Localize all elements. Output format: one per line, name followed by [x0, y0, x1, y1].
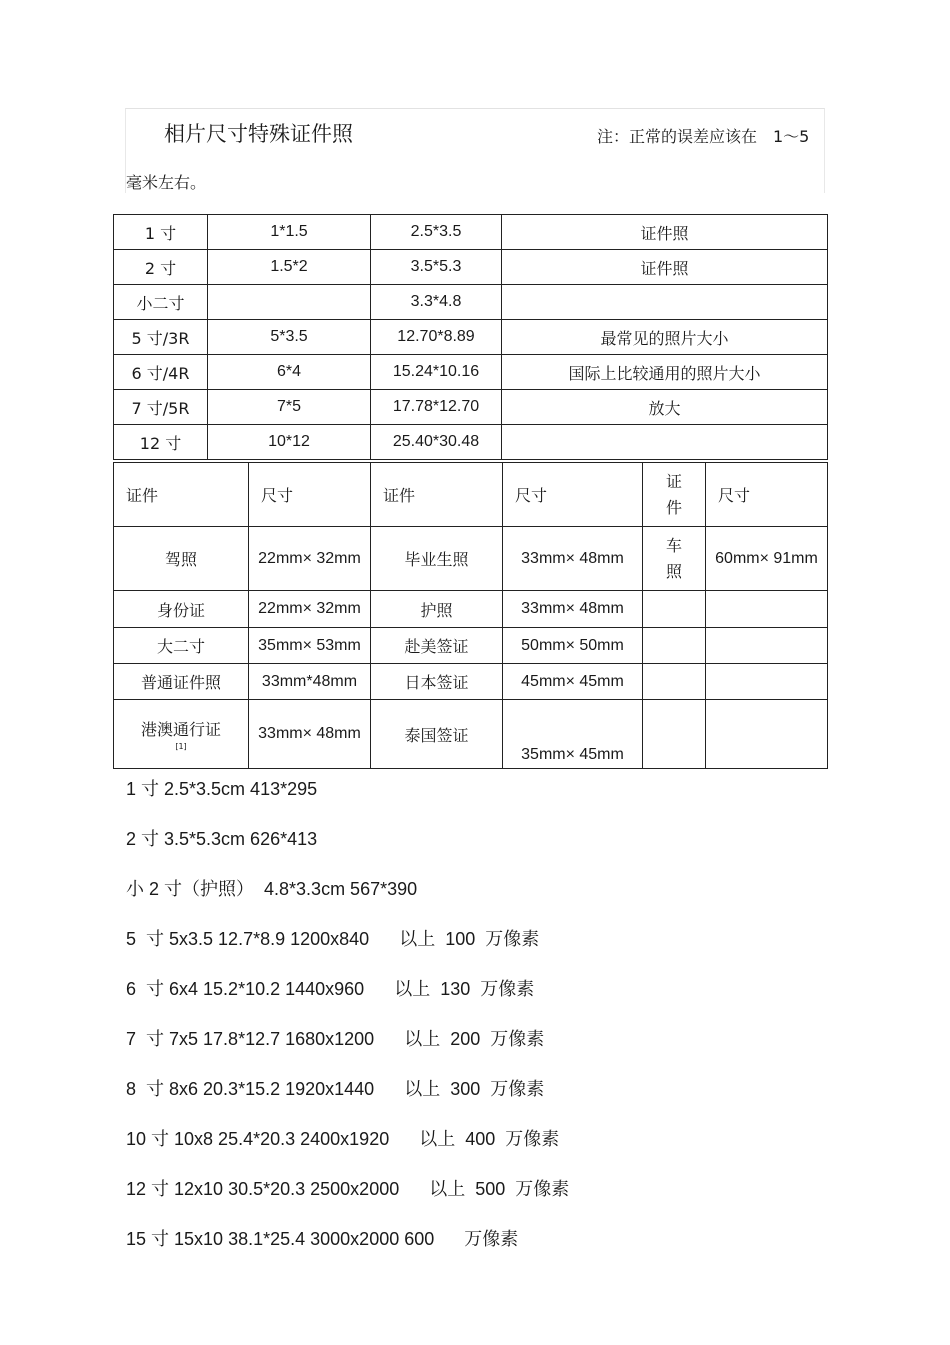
table-cell: 33mm× 48mm: [503, 527, 643, 591]
table-row: [114, 591, 828, 628]
table-cell: 60mm× 91mm: [706, 527, 828, 591]
table-cell: 放大: [502, 390, 828, 425]
size-line: 12 寸 12x10 30.5*20.3 2500x2000 以上 500 万像素: [126, 1179, 570, 1199]
size-line: 7 寸 7x5 17.8*12.7 1680x1200 以上 200 万像素: [126, 1029, 545, 1049]
table-cell: 大二寸: [114, 628, 249, 664]
photo-size-table: [113, 214, 828, 460]
table-cell: 22mm× 32mm: [249, 591, 371, 628]
table-cell: 赴美签证: [371, 628, 503, 664]
table-row: [114, 320, 828, 355]
size-line: 6 寸 6x4 15.2*10.2 1440x960 以上 130 万像素: [126, 979, 535, 999]
size-line: 5 寸 5x3.5 12.7*8.9 1200x840 以上 100 万像素: [126, 929, 540, 949]
table-cell: [643, 628, 706, 664]
table-row: [114, 215, 828, 250]
table-cell: 日本签证: [371, 664, 503, 700]
table-cell: 1.5*2: [208, 250, 371, 285]
column-header: 尺寸: [706, 463, 828, 527]
table-cell: [502, 425, 828, 460]
size-line: 2 寸 3.5*5.3cm 626*413: [126, 829, 318, 849]
column-header: 证件: [114, 463, 249, 527]
size-line: 10 寸 10x8 25.4*20.3 2400x1920 以上 400 万像素: [126, 1129, 560, 1149]
table-cell: 2 寸: [114, 250, 208, 285]
table-cell: [114, 700, 249, 769]
table-cell: [643, 664, 706, 700]
table-row: [114, 664, 828, 700]
table-cell: [643, 700, 706, 769]
table-cell: 50mm× 50mm: [503, 628, 643, 664]
table-cell: [502, 285, 828, 320]
footnote-mark: [1]: [175, 742, 187, 751]
column-header: 证 件: [643, 463, 706, 527]
table-cell: 国际上比较通用的照片大小: [502, 355, 828, 390]
table-cell: 证件照: [502, 250, 828, 285]
table-cell: 1 寸: [114, 215, 208, 250]
tolerance-note-continued: 毫米左右。: [126, 173, 207, 192]
table-cell: 35mm× 45mm: [503, 700, 643, 769]
table-cell: [706, 664, 828, 700]
table-cell: 5 寸/3R: [114, 320, 208, 355]
table-cell: 2.5*3.5: [371, 215, 502, 250]
cell-text: 港澳通行证: [140, 720, 221, 739]
table-row: [114, 355, 828, 390]
table-cell: 33mm*48mm: [249, 664, 371, 700]
table-cell: 35mm× 53mm: [249, 628, 371, 664]
table-row: [114, 250, 828, 285]
table-cell: 7*5: [208, 390, 371, 425]
table-cell: 小二寸: [114, 285, 208, 320]
table-cell: 驾照: [114, 527, 249, 591]
table-row: [114, 285, 828, 320]
table-cell: 3.3*4.8: [371, 285, 502, 320]
table-cell: 12.70*8.89: [371, 320, 502, 355]
table-cell: 7 寸/5R: [114, 390, 208, 425]
table-row: [114, 390, 828, 425]
table-cell: 车 照: [643, 527, 706, 591]
table-cell: 1*1.5: [208, 215, 371, 250]
resolution-list: [126, 772, 569, 1272]
page-title: 相片尺寸特殊证件照: [164, 122, 353, 146]
size-line: 小 2 寸（护照） 4.8*3.3cm 567*390: [126, 879, 418, 899]
table-cell: 最常见的照片大小: [502, 320, 828, 355]
table-cell: [208, 285, 371, 320]
column-header: 尺寸: [503, 463, 643, 527]
table-cell: 3.5*5.3: [371, 250, 502, 285]
table-cell: [706, 591, 828, 628]
size-line: 8 寸 8x6 20.3*15.2 1920x1440 以上 300 万像素: [126, 1079, 545, 1099]
table-row: [114, 425, 828, 460]
table-cell: 15.24*10.16: [371, 355, 502, 390]
table-cell: 6 寸/4R: [114, 355, 208, 390]
table-cell: 17.78*12.70: [371, 390, 502, 425]
table-cell: 6*4: [208, 355, 371, 390]
column-header: 尺寸: [249, 463, 371, 527]
table-cell: 证件照: [502, 215, 828, 250]
table-cell: 25.40*30.48: [371, 425, 502, 460]
id-photo-table: [113, 462, 828, 769]
table-cell: [706, 628, 828, 664]
table-cell: 泰国签证: [371, 700, 503, 769]
table-cell: 普通证件照: [114, 664, 249, 700]
table-cell: 33mm× 48mm: [503, 591, 643, 628]
table-cell: 45mm× 45mm: [503, 664, 643, 700]
size-line: 1 寸 2.5*3.5cm 413*295: [126, 779, 318, 799]
table-cell: [706, 700, 828, 769]
table-cell: [643, 591, 706, 628]
tolerance-note: 注：正常的误差应该在 1～5: [597, 127, 810, 146]
table-cell: 毕业生照: [371, 527, 503, 591]
table-cell: 身份证: [114, 591, 249, 628]
table-cell: 10*12: [208, 425, 371, 460]
table-row: [114, 527, 828, 591]
table-cell: 护照: [371, 591, 503, 628]
table-row: [114, 700, 828, 769]
column-header: 证件: [371, 463, 503, 527]
table-cell: 12 寸: [114, 425, 208, 460]
table-row: [114, 628, 828, 664]
table-cell: 33mm× 48mm: [249, 700, 371, 769]
size-line: 15 寸 15x10 38.1*25.4 3000x2000 600 万像素: [126, 1229, 519, 1249]
table-header-row: [114, 463, 828, 527]
table-cell: 22mm× 32mm: [249, 527, 371, 591]
table-cell: 5*3.5: [208, 320, 371, 355]
